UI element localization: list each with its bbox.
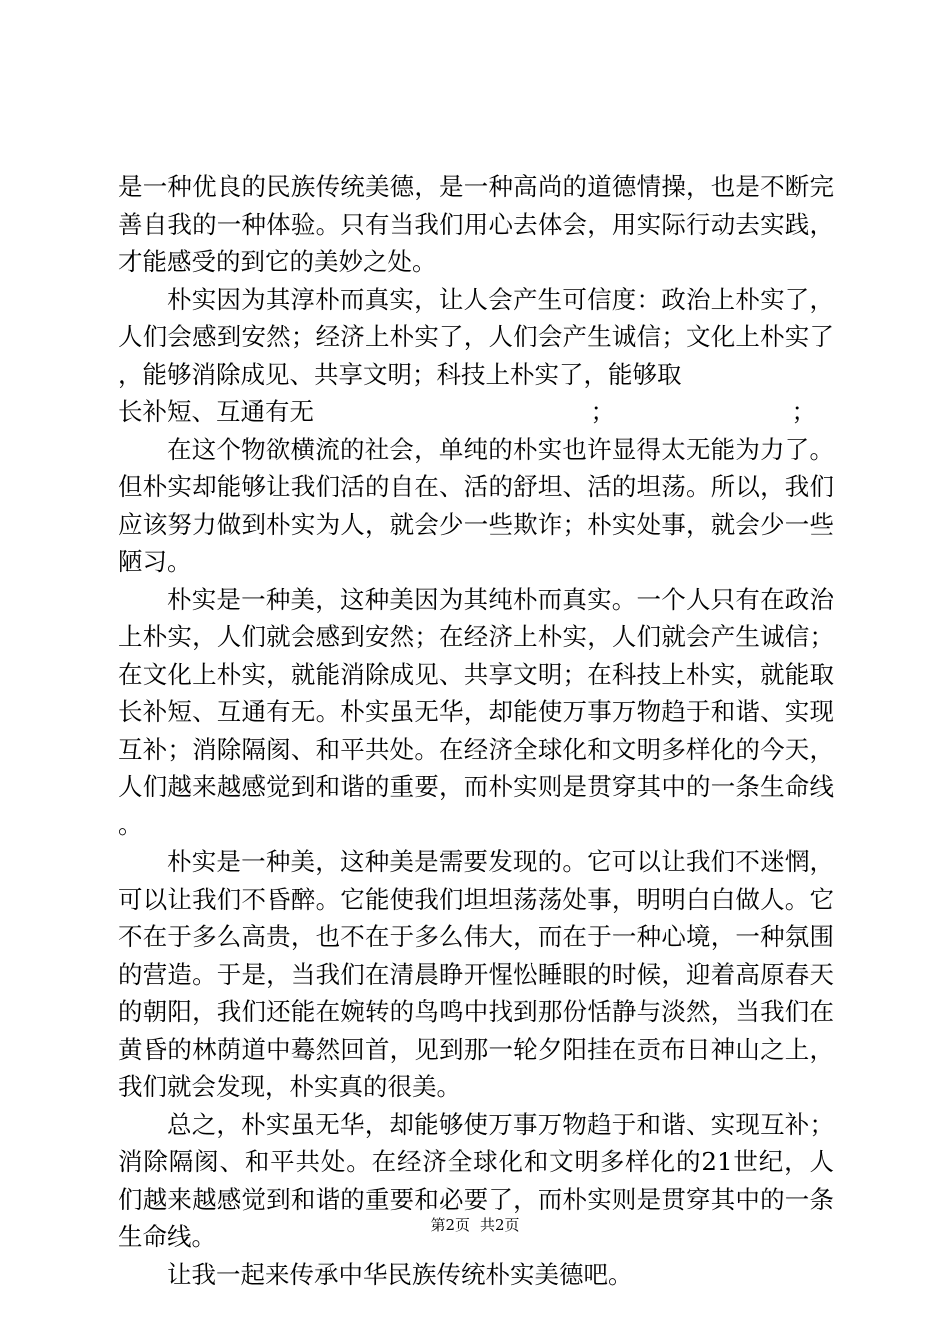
page-number: 第2页: [430, 1216, 470, 1234]
paragraph-4: 朴实是一种美，这种美因为其纯朴而真实。一个人只有在政治上朴实，人们就会感到安然；在经济上朴实，人们就会产生诚信；在文化上朴实，就能消除成见、共享文明；在科技上朴实，就能取长补短、互通有无。朴实虽无华，却能使万事万物趋于和谐、实现互补；消除隔阂、和平共处。在经济全球化和文明多样化的今天，人们越来越感觉到和谐的重要，而朴实则是贯穿其中的一条生命线。: [118, 584, 834, 839]
page-total: 共2页: [480, 1216, 520, 1234]
paragraph-6: 总之，朴实虽无华，却能够使万事万物趋于和谐、实现互补；消除隔阂、和平共处。在经济全球化和文明多样化的21世纪，人们越来越感觉到和谐的重要和必要了，而朴实则是贯穿其中的一条生命线。: [118, 1109, 834, 1251]
paragraph-5: 朴实是一种美，这种美是需要发现的。它可以让我们不迷惘，可以让我们不昏醉。它能使我们坦坦荡荡处事，明明白白做人。它不在于多么高贵，也不在于多么伟大，而在于一种心境，一种氛围的营造。于是，当我们在清晨睁开惺忪睡眼的时候，迎着高原春天的朝阳，我们还能在婉转的鸟鸣中找到那份恬静与淡然，当我们在黄昏的林荫道中蓦然回首，见到那一轮夕阳挂在贡布日神山之上，我们就会发现，朴实真的很美。: [118, 847, 834, 1101]
paragraph-1: 是一种优良的民族传统美德，是一种高尚的道德情操，也是不断完善自我的一种体验。只有当我们用心去体会，用实际行动去实践，才能感受的到它的美妙之处。: [118, 172, 834, 276]
paragraph-2-last-line-mid: ；: [590, 397, 615, 426]
page-footer: [0, 1215, 950, 1235]
paragraph-2-last-line-right: ；: [791, 397, 816, 426]
paragraph-2: 朴实因为其淳朴而真实，让人会产生可信度：政治上朴实了，人们会感到安然；经济上朴实了，人们会产生诚信；文化上朴实了，能够消除成见、共享文明；科技上朴实了，能够取: [118, 284, 834, 389]
paragraph-3: 在这个物欲横流的社会，单纯的朴实也许显得太无能为力了。但朴实却能够让我们活的自在、活的舒坦、活的坦荡。所以，我们应该努力做到朴实为人，就会少一些欺诈；朴实处事，就会少一些陋习。: [118, 434, 834, 576]
paragraph-7: 让我一起来传承中华民族传统朴实美德吧。: [167, 1259, 633, 1289]
paragraph-2-last-line: [118, 393, 834, 431]
paragraph-2-last-line-left: 长补短、互通有无: [118, 397, 314, 426]
document-body: [118, 168, 834, 1293]
